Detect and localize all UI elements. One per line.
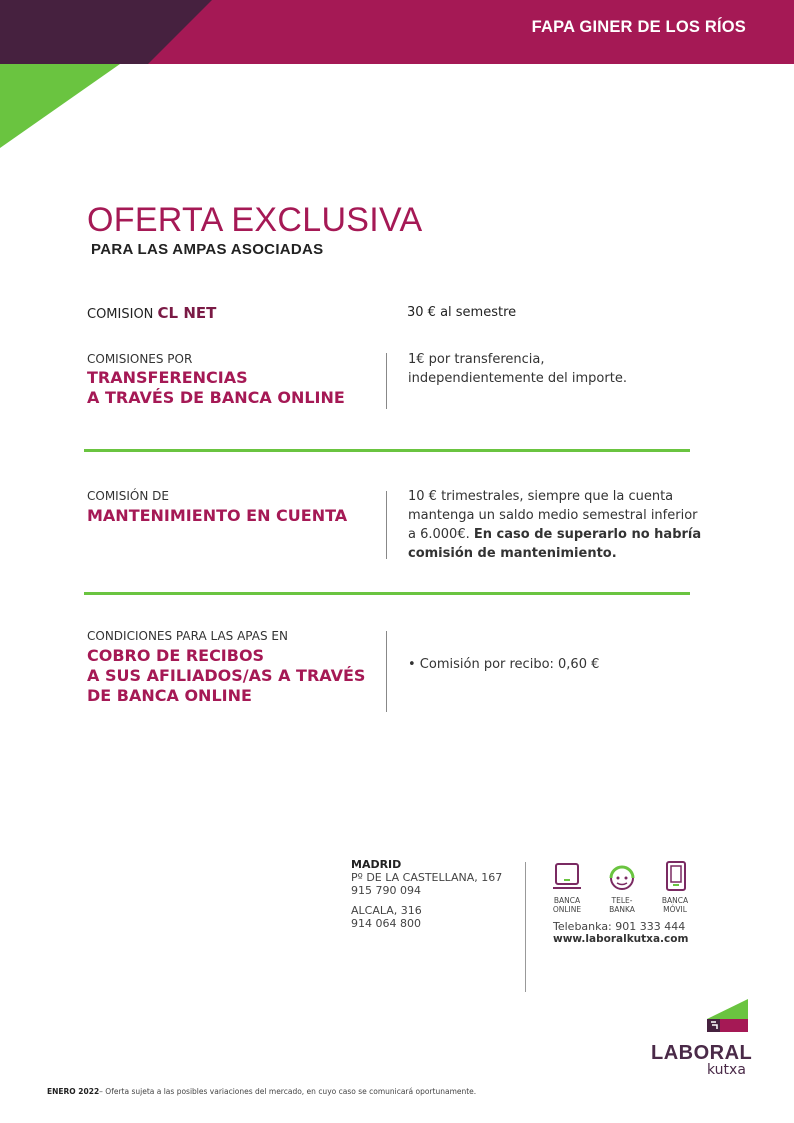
footer-address-1: Pº DE LA CASTELLANA, 167: [351, 871, 503, 884]
maintenance-value-line-3-text: a 6.000€.: [408, 527, 474, 542]
cl-net-label: [87, 303, 216, 322]
logo-laboral-text: LABORAL: [651, 1042, 753, 1064]
cl-net-value: 30 € al semestre: [407, 305, 517, 320]
service-banca-online: [542, 896, 592, 914]
footer-addresses: [351, 858, 502, 930]
footnote-text: – Oferta sujeta a las posibles variaciones del mercado, en cuyo caso se comunicará oportunamente.: [99, 1087, 477, 1096]
service-label-line: BANCA: [661, 896, 689, 905]
footer-phone-1: 915 790 094: [351, 884, 421, 897]
maintenance-value-line-1: 10 € trimestrales, siempre que la cuenta: [408, 489, 674, 504]
maintenance-divider: [386, 491, 387, 559]
website-link[interactable]: www.laboralkutxa.com: [553, 933, 689, 945]
footer-phone-2: 914 064 800: [351, 917, 421, 930]
offer-title: OFERTA EXCLUSIVA: [87, 201, 423, 239]
receipts-big-label-3: DE BANCA ONLINE: [87, 686, 252, 705]
service-label-line: MÓVIL: [663, 905, 687, 914]
header-green-triangle: [0, 64, 120, 148]
transfers-big-label-2: A TRAVÉS DE BANCA ONLINE: [87, 388, 345, 407]
section-divider-2: [84, 592, 690, 595]
transfers-divider: [386, 353, 387, 409]
transfers-value: [408, 350, 627, 388]
logo-kutxa-text: kutxa: [707, 1062, 746, 1078]
transfers-value-line-1: 1€ por transferencia,: [408, 352, 545, 367]
service-label-line: ONLINE: [552, 905, 582, 914]
footnote-date: ENERO 2022: [47, 1087, 100, 1096]
service-banca-movil: [650, 896, 700, 914]
footer-address-2: ALCALA, 316: [351, 904, 422, 917]
service-label-line: TELE-: [611, 896, 633, 905]
telebanka-phone: Telebanka: 901 333 444: [553, 920, 686, 933]
service-telebanka: [597, 896, 647, 914]
laptop-icon: [553, 862, 581, 892]
laboral-kutxa-logo-mark: [707, 999, 748, 1032]
service-label-line: BANKA: [609, 905, 635, 914]
footer-divider: [525, 862, 526, 992]
mobile-icon: [665, 860, 687, 892]
maintenance-value: [408, 487, 701, 563]
offer-subtitle: PARA LAS AMPAS ASOCIADAS: [91, 241, 324, 258]
section-divider-1: [84, 449, 690, 452]
maintenance-value-bold-1: En caso de superarlo no habría: [473, 527, 702, 542]
transfers-value-line-2: independientemente del importe.: [408, 371, 627, 386]
receipts-divider: [386, 631, 387, 712]
header-dark-triangle: [0, 0, 212, 64]
footer-city: MADRID: [351, 858, 402, 871]
headset-icon: [608, 864, 636, 892]
cl-net-prefix: COMISION: [87, 307, 158, 322]
receipts-small-label: CONDICIONES PARA LAS APAS EN: [87, 629, 288, 643]
receipts-value: • Comisión por recibo: 0,60 €: [408, 657, 600, 672]
maintenance-value-line-4: [408, 544, 701, 563]
maintenance-value-line-3: [408, 525, 701, 544]
transfers-small-label: COMISIONES POR: [87, 352, 193, 366]
cl-net-name: CL NET: [157, 304, 217, 322]
header-title: FAPA GINER DE LOS RÍOS: [531, 18, 746, 36]
maintenance-value-line-2: mantenga un saldo medio semestral inferior: [408, 508, 698, 523]
service-label-line: BANCA: [553, 896, 581, 905]
receipts-big-label-2: A SUS AFILIADOS/AS A TRAVÉS: [87, 666, 366, 685]
footnote: [47, 1087, 476, 1096]
receipts-big-label-1: COBRO DE RECIBOS: [87, 646, 265, 665]
maintenance-value-bold-2: comisión de mantenimiento.: [408, 546, 617, 561]
maintenance-big-label: MANTENIMIENTO EN CUENTA: [87, 506, 348, 525]
maintenance-small-label: COMISIÓN DE: [87, 489, 169, 503]
transfers-big-label-1: TRANSFERENCIAS: [87, 368, 248, 387]
